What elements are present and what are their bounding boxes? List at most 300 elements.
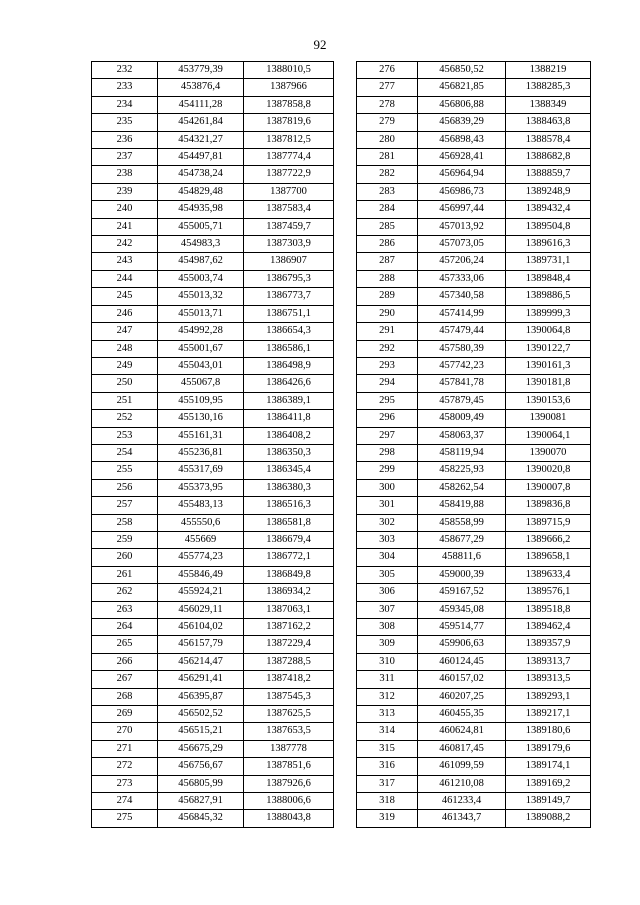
point-number-cell: 245 [92,288,158,305]
x-coordinate-cell: 455013,32 [158,288,244,305]
x-coordinate-cell: 456850,52 [418,62,506,79]
y-coordinate-cell: 1389576,1 [506,584,591,601]
point-number-cell: 268 [92,688,158,705]
y-coordinate-cell: 1389616,3 [506,236,591,253]
table-row [357,723,591,740]
point-number-cell: 239 [92,183,158,200]
table-row [92,706,334,723]
y-coordinate-cell: 1389731,1 [506,253,591,270]
point-number-cell: 310 [357,653,418,670]
x-coordinate-cell: 455109,95 [158,392,244,409]
point-number-cell: 312 [357,688,418,705]
point-number-cell: 295 [357,392,418,409]
table-row [357,392,591,409]
y-coordinate-cell: 1386586,1 [244,340,334,357]
table-row [92,166,334,183]
point-number-cell: 243 [92,253,158,270]
table-row [92,253,334,270]
x-coordinate-cell: 458009,49 [418,410,506,427]
table-row [357,323,591,340]
x-coordinate-cell: 461233,4 [418,793,506,810]
x-coordinate-cell: 453779,39 [158,62,244,79]
y-coordinate-cell: 1386389,1 [244,392,334,409]
x-coordinate-cell: 457333,06 [418,270,506,287]
point-number-cell: 317 [357,775,418,792]
x-coordinate-cell: 455373,95 [158,479,244,496]
point-number-cell: 289 [357,288,418,305]
x-coordinate-cell: 454829,48 [158,183,244,200]
point-number-cell: 250 [92,375,158,392]
x-coordinate-cell: 456805,99 [158,775,244,792]
y-coordinate-cell: 1386345,4 [244,462,334,479]
table-row [92,688,334,705]
point-number-cell: 305 [357,566,418,583]
table-row [92,793,334,810]
y-coordinate-cell: 1386907 [244,253,334,270]
point-number-cell: 270 [92,723,158,740]
point-number-cell: 233 [92,79,158,96]
x-coordinate-cell: 455005,71 [158,218,244,235]
point-number-cell: 313 [357,706,418,723]
y-coordinate-cell: 1386380,3 [244,479,334,496]
y-coordinate-cell: 1388349 [506,96,591,113]
y-coordinate-cell: 1386751,1 [244,305,334,322]
y-coordinate-cell: 1389313,7 [506,653,591,670]
point-number-cell: 287 [357,253,418,270]
table-row [357,740,591,757]
table-row [357,688,591,705]
table-row [92,149,334,166]
x-coordinate-cell: 456845,32 [158,810,244,827]
y-coordinate-cell: 1389504,8 [506,218,591,235]
point-number-cell: 240 [92,201,158,218]
point-number-cell: 292 [357,340,418,357]
table-row [357,462,591,479]
y-coordinate-cell: 1387700 [244,183,334,200]
table-row [357,497,591,514]
y-coordinate-cell: 1386849,8 [244,566,334,583]
y-coordinate-cell: 1389169,2 [506,775,591,792]
table-row [92,218,334,235]
x-coordinate-cell: 456827,91 [158,793,244,810]
x-coordinate-cell: 460817,45 [418,740,506,757]
point-number-cell: 290 [357,305,418,322]
point-number-cell: 232 [92,62,158,79]
point-number-cell: 288 [357,270,418,287]
table-row [357,305,591,322]
table-row [92,758,334,775]
x-coordinate-cell: 455924,21 [158,584,244,601]
y-coordinate-cell: 1390122,7 [506,340,591,357]
table-row [357,444,591,461]
y-coordinate-cell: 1389999,3 [506,305,591,322]
point-number-cell: 235 [92,114,158,131]
x-coordinate-cell: 455013,71 [158,305,244,322]
table-row [357,201,591,218]
y-coordinate-cell: 1387303,9 [244,236,334,253]
y-coordinate-cell: 1386773,7 [244,288,334,305]
table-row [92,410,334,427]
point-number-cell: 300 [357,479,418,496]
y-coordinate-cell: 1389357,9 [506,636,591,653]
point-number-cell: 273 [92,775,158,792]
x-coordinate-cell: 456928,41 [418,149,506,166]
x-coordinate-cell: 455067,8 [158,375,244,392]
point-number-cell: 276 [357,62,418,79]
x-coordinate-cell: 456214,47 [158,653,244,670]
x-coordinate-cell: 456157,79 [158,636,244,653]
table-row [92,131,334,148]
table-row [357,653,591,670]
x-coordinate-cell: 454987,62 [158,253,244,270]
point-number-cell: 272 [92,758,158,775]
table-row [92,514,334,531]
point-number-cell: 257 [92,497,158,514]
point-number-cell: 291 [357,323,418,340]
y-coordinate-cell: 1389462,4 [506,619,591,636]
table-row [357,270,591,287]
point-number-cell: 280 [357,131,418,148]
table-row [357,357,591,374]
x-coordinate-cell: 457340,58 [418,288,506,305]
table-row [92,340,334,357]
point-number-cell: 236 [92,131,158,148]
y-coordinate-cell: 1387778 [244,740,334,757]
x-coordinate-cell: 456756,67 [158,758,244,775]
point-number-cell: 307 [357,601,418,618]
point-number-cell: 298 [357,444,418,461]
y-coordinate-cell: 1389179,6 [506,740,591,757]
table-row [92,671,334,688]
y-coordinate-cell: 1386516,3 [244,497,334,514]
x-coordinate-cell: 457580,39 [418,340,506,357]
x-coordinate-cell: 454321,27 [158,131,244,148]
x-coordinate-cell: 456898,43 [418,131,506,148]
y-coordinate-cell: 1386426,6 [244,375,334,392]
table-row [92,601,334,618]
point-number-cell: 304 [357,549,418,566]
y-coordinate-cell: 1387926,6 [244,775,334,792]
x-coordinate-cell: 456964,94 [418,166,506,183]
y-coordinate-cell: 1386408,2 [244,427,334,444]
x-coordinate-cell: 458225,93 [418,462,506,479]
table-row [357,566,591,583]
x-coordinate-cell: 461099,59 [418,758,506,775]
table-row [92,357,334,374]
point-number-cell: 244 [92,270,158,287]
x-coordinate-cell: 455846,49 [158,566,244,583]
point-number-cell: 311 [357,671,418,688]
point-number-cell: 284 [357,201,418,218]
y-coordinate-cell: 1386498,9 [244,357,334,374]
table-row [92,183,334,200]
y-coordinate-cell: 1388859,7 [506,166,591,183]
x-coordinate-cell: 454935,98 [158,201,244,218]
point-number-cell: 282 [357,166,418,183]
x-coordinate-cell: 457206,24 [418,253,506,270]
x-coordinate-cell: 454497,81 [158,149,244,166]
y-coordinate-cell: 1387774,4 [244,149,334,166]
point-number-cell: 275 [92,810,158,827]
table-row [92,444,334,461]
point-number-cell: 237 [92,149,158,166]
point-number-cell: 283 [357,183,418,200]
y-coordinate-cell: 1390161,3 [506,357,591,374]
point-number-cell: 241 [92,218,158,235]
x-coordinate-cell: 455236,81 [158,444,244,461]
table-row [92,288,334,305]
y-coordinate-cell: 1388010,5 [244,62,334,79]
point-number-cell: 294 [357,375,418,392]
point-number-cell: 285 [357,218,418,235]
table-row [92,305,334,322]
table-row [357,375,591,392]
x-coordinate-cell: 460624,81 [418,723,506,740]
y-coordinate-cell: 1389293,1 [506,688,591,705]
y-coordinate-cell: 1390064,1 [506,427,591,444]
point-number-cell: 238 [92,166,158,183]
x-coordinate-cell: 458558,99 [418,514,506,531]
table-row [92,479,334,496]
y-coordinate-cell: 1388006,6 [244,793,334,810]
point-number-cell: 303 [357,531,418,548]
y-coordinate-cell: 1387063,1 [244,601,334,618]
y-coordinate-cell: 1390081 [506,410,591,427]
table-row [357,793,591,810]
x-coordinate-cell: 455003,74 [158,270,244,287]
point-number-cell: 261 [92,566,158,583]
table-row [357,131,591,148]
point-number-cell: 278 [357,96,418,113]
y-coordinate-cell: 1389313,5 [506,671,591,688]
x-coordinate-cell: 461343,7 [418,810,506,827]
y-coordinate-cell: 1388682,8 [506,149,591,166]
x-coordinate-cell: 456515,21 [158,723,244,740]
y-coordinate-cell: 1390007,8 [506,479,591,496]
point-number-cell: 269 [92,706,158,723]
x-coordinate-cell: 460124,45 [418,653,506,670]
table-row [92,497,334,514]
y-coordinate-cell: 1390064,8 [506,323,591,340]
x-coordinate-cell: 455317,69 [158,462,244,479]
coordinates-table-left [91,61,334,828]
x-coordinate-cell: 456291,41 [158,671,244,688]
x-coordinate-cell: 454983,3 [158,236,244,253]
x-coordinate-cell: 460455,35 [418,706,506,723]
y-coordinate-cell: 1388219 [506,62,591,79]
y-coordinate-cell: 1387288,5 [244,653,334,670]
table-row [92,584,334,601]
point-number-cell: 266 [92,653,158,670]
x-coordinate-cell: 459000,39 [418,566,506,583]
x-coordinate-cell: 456029,11 [158,601,244,618]
table-row [92,201,334,218]
table-row [92,775,334,792]
x-coordinate-cell: 455130,16 [158,410,244,427]
table-row [357,775,591,792]
table-row [357,706,591,723]
y-coordinate-cell: 1390153,6 [506,392,591,409]
point-number-cell: 274 [92,793,158,810]
y-coordinate-cell: 1387583,4 [244,201,334,218]
x-coordinate-cell: 454261,84 [158,114,244,131]
x-coordinate-cell: 457479,44 [418,323,506,340]
table-row [357,288,591,305]
x-coordinate-cell: 459167,52 [418,584,506,601]
point-number-cell: 258 [92,514,158,531]
x-coordinate-cell: 456675,29 [158,740,244,757]
table-row [357,514,591,531]
table-row [92,636,334,653]
table-row [357,114,591,131]
y-coordinate-cell: 1386795,3 [244,270,334,287]
x-coordinate-cell: 456986,73 [418,183,506,200]
table-row [92,375,334,392]
table-row [357,758,591,775]
point-number-cell: 297 [357,427,418,444]
x-coordinate-cell: 460207,25 [418,688,506,705]
table-row [357,79,591,96]
y-coordinate-cell: 1387812,5 [244,131,334,148]
y-coordinate-cell: 1388463,8 [506,114,591,131]
y-coordinate-cell: 1386679,4 [244,531,334,548]
x-coordinate-cell: 455550,6 [158,514,244,531]
y-coordinate-cell: 1387459,7 [244,218,334,235]
table-row [357,236,591,253]
x-coordinate-cell: 458677,29 [418,531,506,548]
point-number-cell: 315 [357,740,418,757]
point-number-cell: 314 [357,723,418,740]
y-coordinate-cell: 1387851,6 [244,758,334,775]
y-coordinate-cell: 1386411,8 [244,410,334,427]
table-row [92,549,334,566]
x-coordinate-cell: 454738,24 [158,166,244,183]
y-coordinate-cell: 1389633,4 [506,566,591,583]
point-number-cell: 251 [92,392,158,409]
point-number-cell: 263 [92,601,158,618]
y-coordinate-cell: 1389432,4 [506,201,591,218]
table-row [92,323,334,340]
table-row [92,723,334,740]
x-coordinate-cell: 455669 [158,531,244,548]
table-row [92,79,334,96]
x-coordinate-cell: 459345,08 [418,601,506,618]
table-row [357,619,591,636]
point-number-cell: 254 [92,444,158,461]
point-number-cell: 281 [357,149,418,166]
y-coordinate-cell: 1388578,4 [506,131,591,148]
table-row [92,62,334,79]
point-number-cell: 306 [357,584,418,601]
table-row [357,166,591,183]
point-number-cell: 286 [357,236,418,253]
table-row [92,462,334,479]
y-coordinate-cell: 1389149,7 [506,793,591,810]
y-coordinate-cell: 1387858,8 [244,96,334,113]
table-row [92,653,334,670]
point-number-cell: 242 [92,236,158,253]
table-row [92,619,334,636]
table-row [357,253,591,270]
x-coordinate-cell: 460157,02 [418,671,506,688]
table-row [92,270,334,287]
point-number-cell: 319 [357,810,418,827]
x-coordinate-cell: 456839,29 [418,114,506,131]
y-coordinate-cell: 1390181,8 [506,375,591,392]
point-number-cell: 255 [92,462,158,479]
y-coordinate-cell: 1387653,5 [244,723,334,740]
point-number-cell: 316 [357,758,418,775]
x-coordinate-cell: 457073,05 [418,236,506,253]
x-coordinate-cell: 456997,44 [418,201,506,218]
table-row [357,584,591,601]
y-coordinate-cell: 1389180,6 [506,723,591,740]
y-coordinate-cell: 1387625,5 [244,706,334,723]
y-coordinate-cell: 1386581,8 [244,514,334,531]
table-row [357,410,591,427]
table-row [92,427,334,444]
table-row [92,114,334,131]
y-coordinate-cell: 1386934,2 [244,584,334,601]
table-row [92,531,334,548]
table-row [357,531,591,548]
y-coordinate-cell: 1389715,9 [506,514,591,531]
x-coordinate-cell: 455161,31 [158,427,244,444]
y-coordinate-cell: 1388285,3 [506,79,591,96]
x-coordinate-cell: 458063,37 [418,427,506,444]
point-number-cell: 271 [92,740,158,757]
x-coordinate-cell: 453876,4 [158,79,244,96]
x-coordinate-cell: 455483,13 [158,497,244,514]
point-number-cell: 252 [92,410,158,427]
page-number: 92 [313,37,327,52]
y-coordinate-cell: 1389666,2 [506,531,591,548]
table-row [357,810,591,827]
x-coordinate-cell: 458262,54 [418,479,506,496]
y-coordinate-cell: 1389248,9 [506,183,591,200]
point-number-cell: 253 [92,427,158,444]
y-coordinate-cell: 1389518,8 [506,601,591,618]
y-coordinate-cell: 1389886,5 [506,288,591,305]
point-number-cell: 249 [92,357,158,374]
point-number-cell: 260 [92,549,158,566]
table-right-body [357,62,591,828]
y-coordinate-cell: 1389088,2 [506,810,591,827]
x-coordinate-cell: 456821,85 [418,79,506,96]
point-number-cell: 247 [92,323,158,340]
x-coordinate-cell: 457841,78 [418,375,506,392]
table-row [92,810,334,827]
table-row [92,566,334,583]
table-row [357,149,591,166]
x-coordinate-cell: 454111,28 [158,96,244,113]
point-number-cell: 296 [357,410,418,427]
table-row [92,236,334,253]
point-number-cell: 308 [357,619,418,636]
y-coordinate-cell: 1386772,1 [244,549,334,566]
y-coordinate-cell: 1387418,2 [244,671,334,688]
x-coordinate-cell: 458119,94 [418,444,506,461]
point-number-cell: 234 [92,96,158,113]
table-row [357,479,591,496]
point-number-cell: 246 [92,305,158,322]
y-coordinate-cell: 1387722,9 [244,166,334,183]
point-number-cell: 265 [92,636,158,653]
x-coordinate-cell: 456806,88 [418,96,506,113]
table-left-body [92,62,334,828]
x-coordinate-cell: 457013,92 [418,218,506,235]
y-coordinate-cell: 1389174,1 [506,758,591,775]
